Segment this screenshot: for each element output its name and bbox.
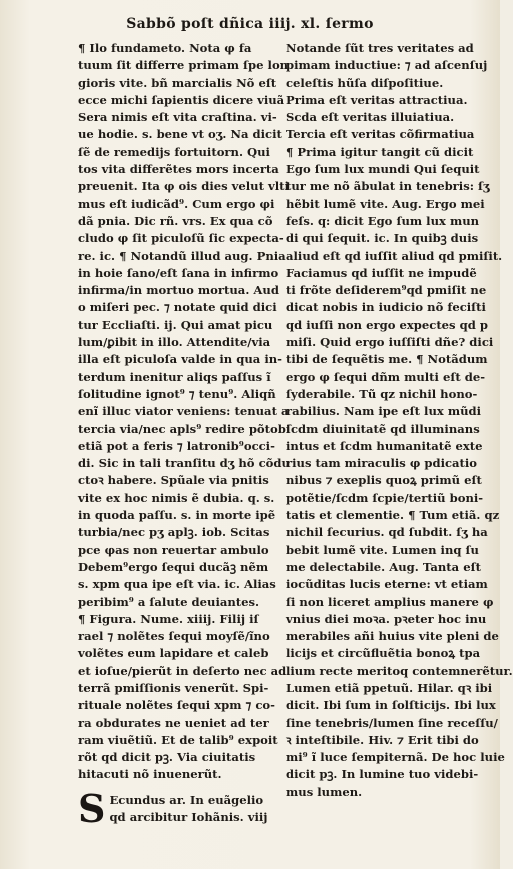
text-line: ſine tenebris/lumen ſine receſſu/ <box>286 715 498 730</box>
text-line: preuenit. Ita φ ois dies velut vlti <box>78 179 289 194</box>
text-line: hẽbit lumẽ vite. Aug. Ergo mei <box>286 196 485 211</box>
text-line: dicat nobis in iudicio nõ feciſti <box>286 300 486 315</box>
text-line: merabiles añi huius vite pleni de <box>286 629 499 644</box>
text-line: rius tam miraculis φ pdicatio <box>286 456 478 471</box>
text-line: di qui ſequit. ic. In quibꝫ duis <box>286 231 479 246</box>
text-line: licijs et circũfluẽtia bonoꝝ tpa <box>286 646 481 661</box>
text-line: rael ⁊ nolẽtes ſequi moyſẽ/ĩno <box>78 629 270 644</box>
text-line: ra obdurates ne ueniet ad ter <box>78 715 269 730</box>
text-line: et ioſue/pierũt in deſerto nec ad <box>78 663 287 678</box>
text-line: ſcdm diuinitatẽ qd illuminans <box>286 421 480 436</box>
text-line: s. xpm qua ipe eſt via. ic. Alias <box>78 577 276 592</box>
text-line: mus lumen. <box>286 784 363 799</box>
drop-initial-paragraph <box>78 785 274 831</box>
text-line: qd iuſſi non ergo expectes qd p <box>286 317 488 332</box>
text-line: ſyderabile. Tũ qz nichil hono- <box>286 386 478 401</box>
text-line: qd arcibitur Iohãnis. viij <box>109 809 268 824</box>
text-line: feſs. q: dicit Ego ſum lux mun <box>286 213 480 228</box>
text-line: volẽtes eum lapidare et caleb <box>78 646 269 661</box>
text-line: mi⁹ ĩ luce ſempiternã. De hoc luie <box>286 750 505 765</box>
text-line: dicit. Ibi ſum in ſolſticijs. Ibi lux <box>286 698 496 713</box>
left-column <box>78 40 291 831</box>
text-line: ram viuẽtiũ. Et de talib⁹ expoit <box>78 732 278 747</box>
text-line: Debem⁹ergo ſequi ducãꝫ nẽm <box>78 559 269 574</box>
text-line: nichil ſecurius. qd ſubdit. ſʒ ha <box>286 525 488 540</box>
text-line: peribim⁹ a ſalute deuiantes. <box>78 594 260 609</box>
text-line: cludo φ ſit piculoſũ ſic expecta- <box>78 231 284 246</box>
text-line: pce φas non reuertar ambulo <box>78 542 269 557</box>
text-line: Sera nimis eſt vita craſtina. vi- <box>78 110 277 125</box>
text-line: Notande ſũt tres veritates ad <box>286 41 474 55</box>
text-line: Ecundus ar. In euãgelio <box>109 792 264 807</box>
text-line: ue hodie. s. bene vt oʒ. Na dicit <box>78 127 282 142</box>
text-line: me delectabile. Aug. Tanta eſt <box>286 559 481 574</box>
text-line: dicit pꝫ. In lumine tuo videbi- <box>286 767 479 782</box>
text-line: ergo φ ſequi dñm multi eſt de- <box>286 369 486 384</box>
text-line: ¶ Figura. Nume. xiiij. Filij iſ <box>78 611 259 626</box>
text-line: re. ic. ¶ Notandũ illud aug. Pnia <box>78 248 286 263</box>
text-line: hitacuti nõ inuenerũt. <box>78 767 222 782</box>
text-line: terdum inenitur aliqs paſſus ĩ <box>78 369 271 384</box>
section-gap <box>78 784 274 792</box>
text-line: Ego ſum lux mundi Qui ſequit <box>286 162 480 177</box>
text-line: lium recte meritoq contemnerẽtur. <box>286 663 513 678</box>
text-line: infirma/in mortuo mortua. Aud <box>78 283 279 298</box>
text-line: tercia via/nec apls⁹ redire põtobi <box>78 421 291 436</box>
text-line: lum/ꝑibit in illo. Attendite/via <box>78 335 271 350</box>
text-line: Tercia eſt veritas cõfirmatiua <box>286 127 475 142</box>
text-line: ti frõte deſiderem⁹qd pmiſit ne <box>286 283 487 298</box>
text-line: tuum ſit differre primam ſpe lon <box>78 58 289 73</box>
text-line: mus eſt iudicãd⁹. Cum ergo φi <box>78 196 275 211</box>
text-line: vite ex hoc nimis ẽ dubia. q. s. <box>78 490 275 505</box>
text-line: iocũditas lucis eterne: vt etiam <box>286 577 488 592</box>
text-line: celeſtis hũſa diſpoſitiue. <box>286 75 444 90</box>
text-line: potẽtie/ſcdm ſcpie/tertiũ boni- <box>286 490 484 505</box>
text-line: Lumen etiã ppetuũ. Hilar. qꝛ ibi <box>286 680 493 695</box>
text-line: rituale nolẽtes ſequi xpm ⁊ co- <box>78 698 275 713</box>
running-header: Sabbõ poſt dñica iiij. xl. ſermo <box>126 16 374 32</box>
text-line: rõt qd dicit pꝫ. Via ciuitatis <box>78 750 256 765</box>
text-line: tur me nõ ãbulat in tenebris: ſʒ <box>286 179 490 194</box>
text-line: tibi de ſequẽtis me. ¶ Notãdum <box>286 352 488 367</box>
text-line: intus et ſcdm humanitatẽ exte <box>286 438 483 453</box>
text-line: enĩ illuc viator veniens: tenuat a <box>78 404 289 419</box>
text-line: vnius diei moꝛa. pꝛeter hoc inu <box>286 611 487 626</box>
text-line: rabilius. Nam ipe eſt lux mũdi <box>286 404 482 419</box>
text-line: ꝛ inteſtibile. Hiv. ⁊ Erit tibi do <box>286 732 479 747</box>
text-line: bebit lumẽ vite. Lumen inq ſu <box>286 542 479 557</box>
text-line: tatis et clementie. ¶ Tum etiã. qz <box>286 508 500 523</box>
text-line: terrã pmiſſionis venerũt. Spi- <box>78 680 269 695</box>
drop-initial: S <box>78 785 106 831</box>
text-line: Scda eſt veritas illuiatiua. <box>286 110 455 125</box>
text-line: ſi non liceret amplius manere φ <box>286 594 494 609</box>
text-line: etiã pot a feris ⁊ latronib⁹occi- <box>78 438 275 453</box>
text-line: ſẽ de remedijs fortuitorn. Qui <box>78 144 270 159</box>
text-line: Prima eſt veritas attractiua. <box>286 92 468 107</box>
text-line: ¶ Prima igitur tangit cũ dicit <box>286 144 474 159</box>
text-line: pimam inductiue: ⁊ ad aſcenſuj <box>286 58 488 73</box>
text-line: in quoda paſſu. s. in morte ipẽ <box>78 508 276 523</box>
text-line: ſolitudine ignot⁹ ⁊ tenu⁹. Aliqñ <box>78 386 276 401</box>
text-line: miſi. Quid ergo iuſſiſti dñe? dici <box>286 335 494 350</box>
text-line: dã pnia. Dic rñ. vrs. Ex qua cõ <box>78 213 273 228</box>
text-line: gioris vite. bñ marcialis Nõ eſt <box>78 75 277 90</box>
text-line: ctoꝛ habere. Spũale via pnitis <box>78 473 269 488</box>
text-line: aliud eſt qd iuſſit aliud qd pmiſit. <box>286 248 503 263</box>
text-line: turbia/nec pʒ aplꝫ. iob. Scitas <box>78 525 270 540</box>
text-line: di. Sic in tali tranſitu dʒ hõ cõdu <box>78 456 290 471</box>
text-line: in hoie ſano/eſt ſana in infirmo <box>78 265 279 280</box>
text-line: o miſeri pec. ⁊ notate quid dici <box>78 300 277 315</box>
text-line: Faciamus qd iuſſit ne impudẽ <box>286 265 477 280</box>
text-line: tos vita differẽtes mors incerta <box>78 162 279 177</box>
text-line: ecce michi ſapientis dicere viuã <box>78 92 285 107</box>
text-line: nibus ⁊ exeplis quoꝝ primũ eſt <box>286 473 482 488</box>
text-line: ¶ Ilo fundameto. Nota φ fa <box>78 41 252 55</box>
right-column <box>286 40 513 801</box>
text-line: tur Eccliaſti. ij. Qui amat picu <box>78 317 273 332</box>
text-line: illa eſt piculoſa valde in qua in- <box>78 352 282 367</box>
